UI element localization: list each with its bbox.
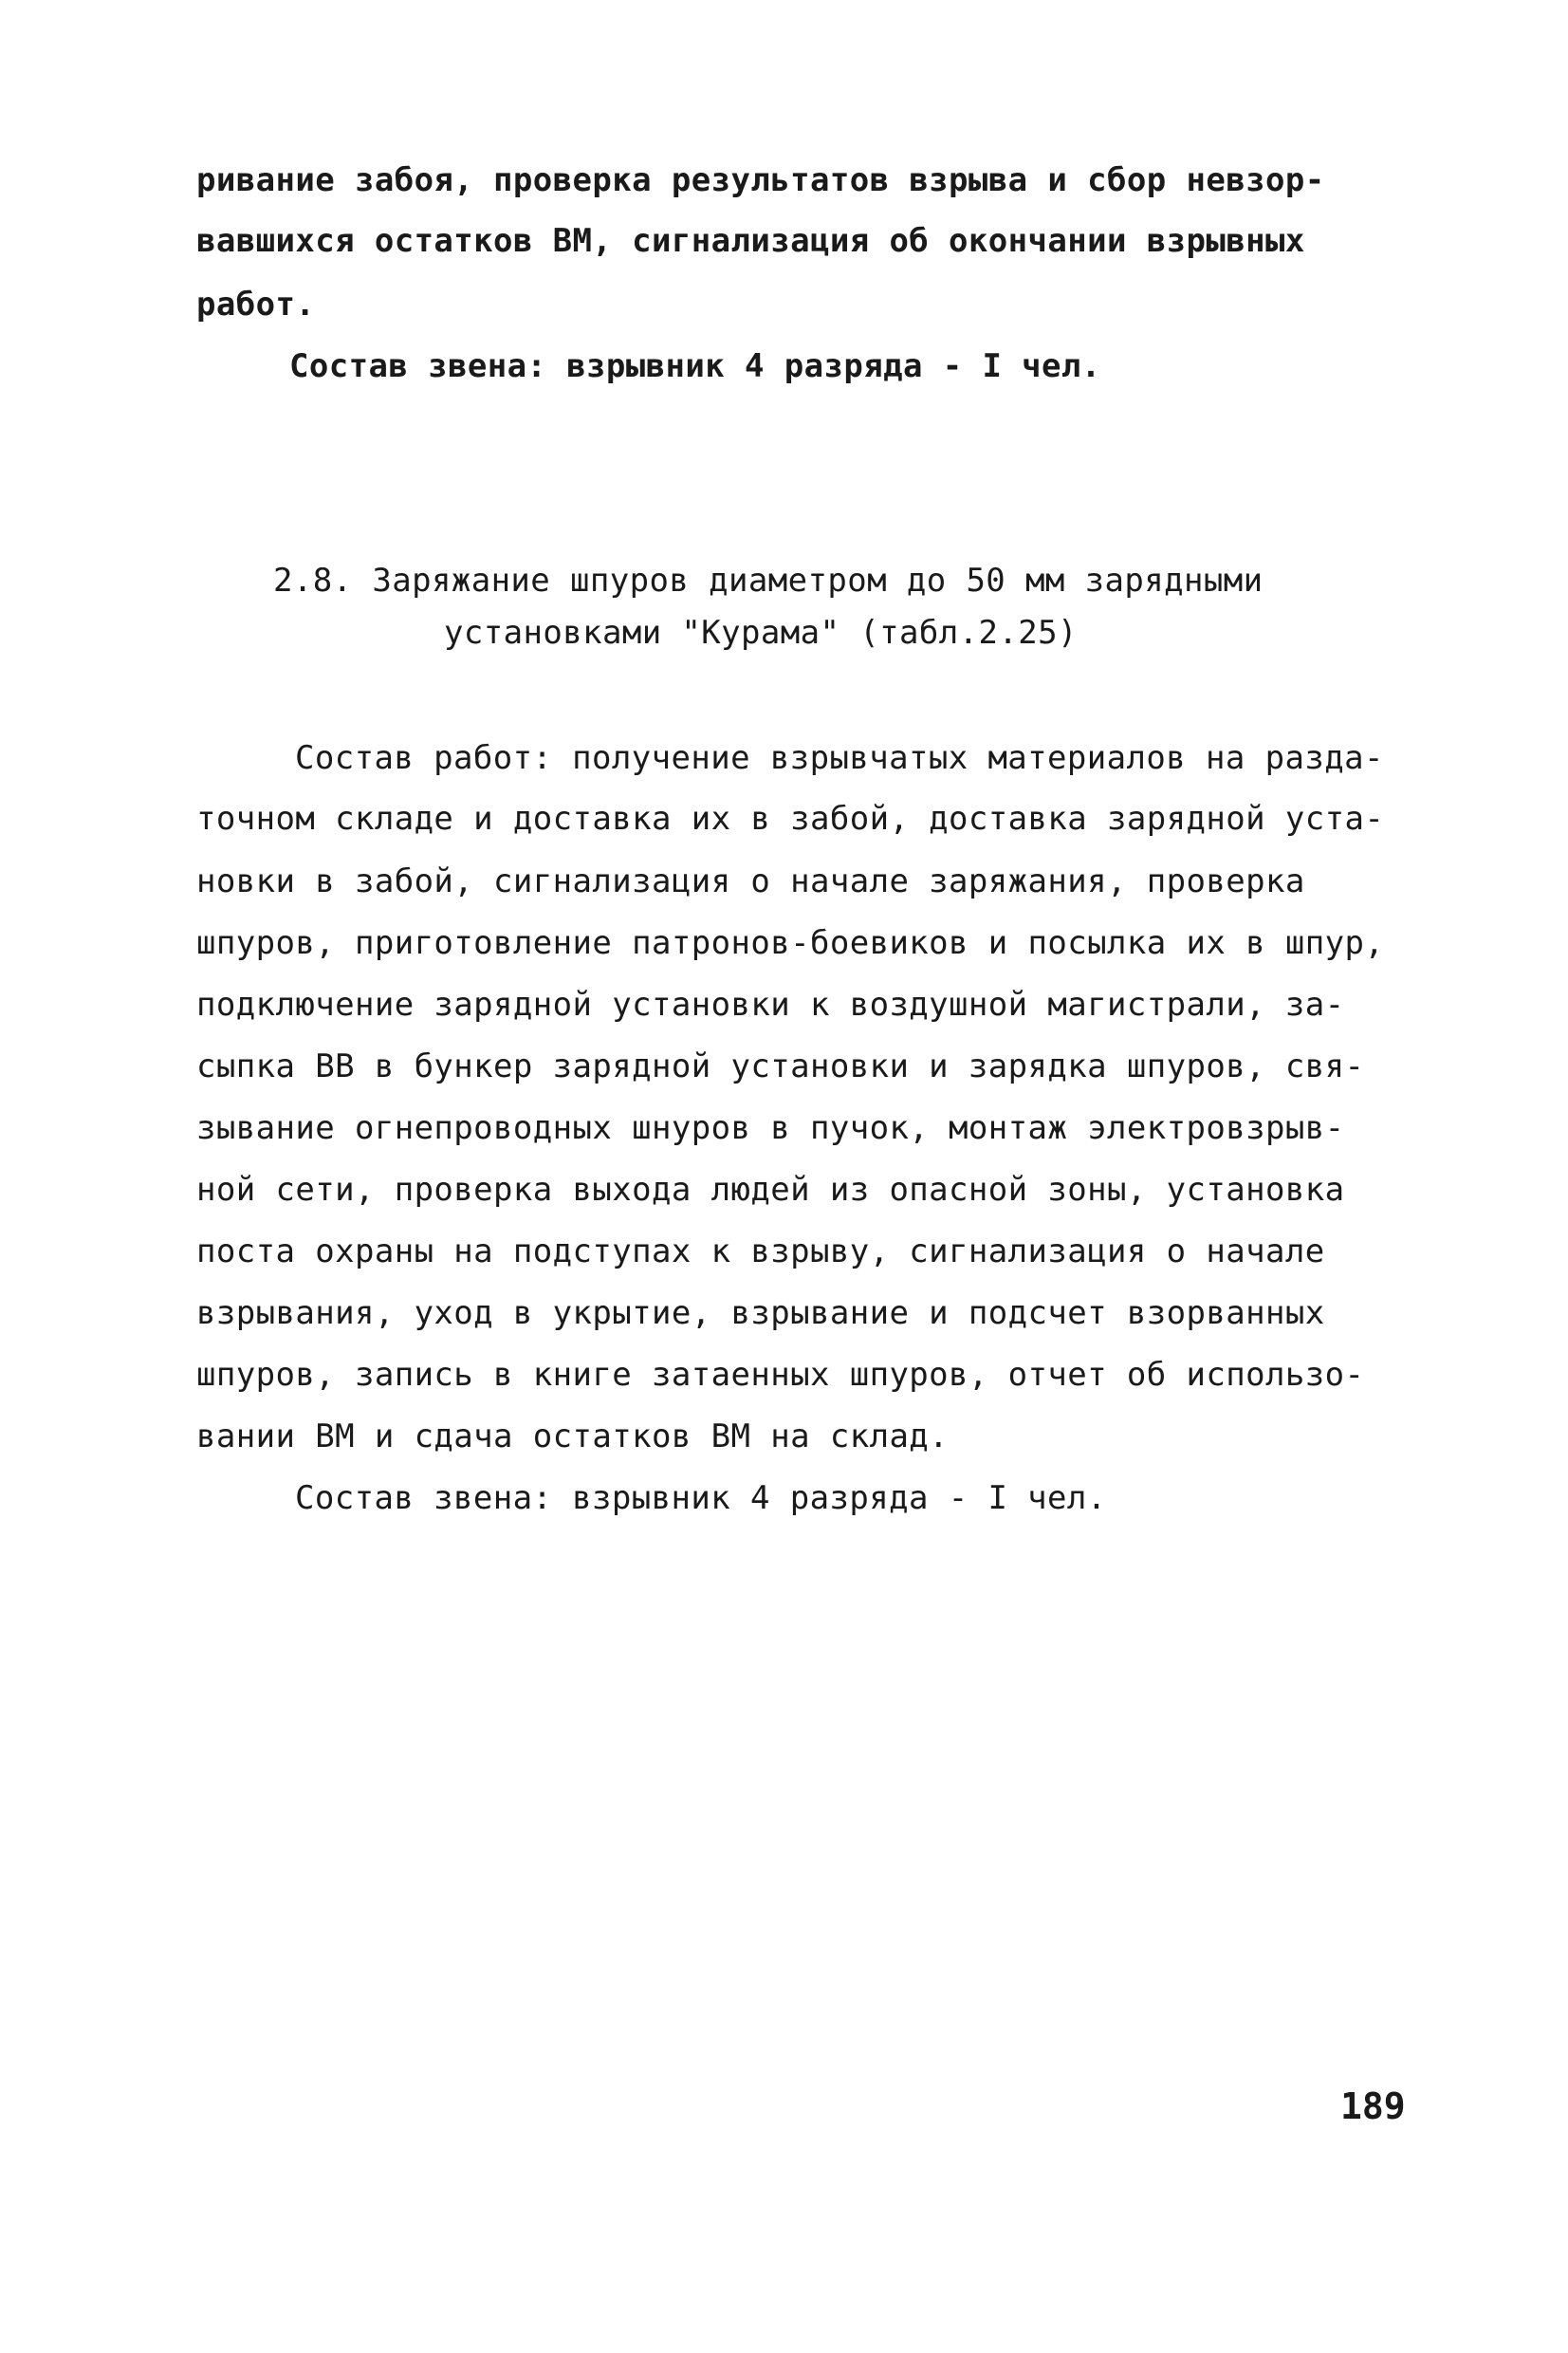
section-heading-line-1: 2.8. Заряжание шпуров диаметром до 50 мм зарядными [273,562,1264,600]
paragraph-1-line-2: вавшихся остатков ВМ, сигнализация об окончании взрывных [196,222,1305,260]
work-line-2: точном складе и доставка их в забой, доставка зарядной уста- [196,800,1385,838]
section-heading-line-2: установками "Курама" (табл.2.25) [444,614,1078,652]
section-crew: Состав звена: взрывник 4 разряда - I чел. [295,1479,1107,1517]
work-line-5: подключение зарядной установки к воздушной магистрали, за- [196,986,1345,1024]
paragraph-1-line-1: ривание забоя, проверка результатов взрыва и сбор невзор- [196,161,1325,199]
work-line-12: вании ВМ и сдача остатков ВМ на склад. [196,1417,950,1455]
work-line-11: шпуров, запись в книге затаенных шпуров, отчет об использо- [196,1356,1365,1394]
paragraph-1-line-3: работ. [196,286,316,324]
work-line-6: сыпка ВВ в бункер зарядной установки и зарядка шпуров, свя- [196,1047,1365,1085]
work-line-9: поста охраны на подступах к взрыву, сигнализация о начале [196,1232,1325,1270]
work-line-8: ной сети, проверка выхода людей из опасной зоны, установка [196,1171,1345,1209]
paragraph-1-crew: Состав звена: взрывник 4 разряда - I чел. [289,347,1101,385]
work-line-10: взрывания, уход в укрытие, взрывание и подсчет взорванных [196,1294,1325,1332]
work-line-1: Состав работ: получение взрывчатых материалов на разда- [295,739,1384,777]
work-line-3: новки в забой, сигнализация о начале заряжания, проверка [196,862,1305,900]
page-number: 189 [1340,2085,1406,2127]
work-line-4: шпуров, приготовление патронов-боевиков и посылка их в шпур, [196,924,1385,962]
work-line-7: зывание огнепроводных шнуров в пучок, монтаж электровзрыв- [196,1109,1345,1147]
